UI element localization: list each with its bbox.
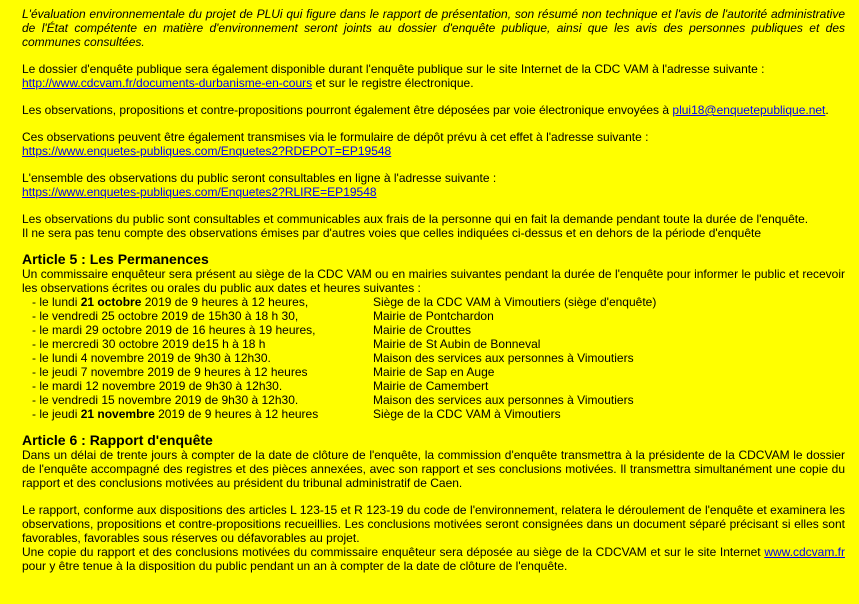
- permanence-date: - le lundi 21 octobre 2019 de 9 heures à 12 heures,: [32, 295, 309, 309]
- article-6-para-1: Dans un délai de trente jours à compter de la date de clôture de l'enquête, la commission d'enquête transmettra à la présidente de la CDCVAM le dossier de l'enquête accompagné des registres et des pièces annexées, avec son rapport et ses conclusions motivées. Il transmettra simultanément une copie du rapport et des conclusions motivées au président du tribunal administratif de Caen.: [22, 448, 845, 490]
- evaluation-paragraph: L'évaluation environnementale du projet de PLUi qui figure dans le rapport de présentation, son résumé non technique et l'avis de l'autorité administrative de l'État compétente en matière d'environnement seront joints au dossier d'enquête publique, ainsi que les avis des personnes publiques et des communes consultées.: [22, 7, 845, 49]
- permanence-place: Mairie de Crouttes: [373, 323, 472, 337]
- permanence-date: - le mardi 29 octobre 2019 de 16 heures à 19 heures,: [32, 323, 316, 337]
- permanence-date: - le vendredi 25 octobre 2019 de 15h30 à 18 h 30,: [32, 309, 299, 323]
- form-paragraph: [22, 130, 845, 158]
- article-5-title: Article 5 : Les Permanences: [22, 251, 209, 267]
- article-6-para-3-end: pour y être tenue à la disposition du public pendant un an à compter de la date de clôture de l'enquête.: [22, 559, 568, 573]
- permanence-date: - le vendredi 15 novembre 2019 de 9h30 à 12h30.: [32, 393, 299, 407]
- permanence-date: - le jeudi 7 novembre 2019 de 9 heures à 12 heures: [32, 365, 308, 379]
- article-6-para-3-text: Une copie du rapport et des conclusions motivées du commissaire enquêteur sera déposée au siège de la CDCVAM et sur le site Internet: [22, 545, 765, 559]
- consult-text: L'ensemble des observations du public seront consultables en ligne à l'adresse suivante :: [22, 171, 497, 185]
- dossier-link[interactable]: http://www.cdcvam.fr/documents-durbanisme-en-cours: [22, 76, 313, 90]
- permanence-place: Mairie de St Aubin de Bonneval: [373, 337, 541, 351]
- costs-text-2: Il ne sera pas tenu compte des observations émises par d'autres voies que celles indiquées ci-dessus et en dehors de la période d'enquête: [22, 226, 762, 240]
- article-6-para-2: Le rapport, conforme aux dispositions des articles L 123-15 et R 123-19 du code de l'environnement, relatera le déroulement de l'enquête et examinera les observations, propositions et contre-propositions recueillies. Les conclusions motivées seront consignées dans un document séparé précisant si elles sont favorables, favorables sous réserves ou défavorables au projet.: [22, 503, 845, 545]
- permanence-date: - le lundi 4 novembre 2019 de 9h30 à 12h30.: [32, 351, 271, 365]
- form-text: Ces observations peuvent être également transmises via le formulaire de dépôt prévu à cet effet à l'adresse suivante :: [22, 130, 649, 144]
- permanence-item: [22, 337, 845, 351]
- permanence-item: [22, 295, 845, 309]
- costs-paragraph: [22, 212, 845, 240]
- permanence-place: Siège de la CDC VAM à Vimoutiers (siège d'enquête): [373, 295, 657, 309]
- permanence-item: [22, 309, 845, 323]
- permanence-date: - le mercredi 30 octobre 2019 de15 h à 18 h: [32, 337, 266, 351]
- article-6-title: Article 6 : Rapport d'enquête: [22, 432, 213, 448]
- dossier-after: et sur le registre électronique.: [312, 76, 474, 90]
- dossier-paragraph: [22, 62, 845, 90]
- form-link[interactable]: https://www.enquetes-publiques.com/Enquetes2?RDEPOT=EP19548: [22, 144, 392, 158]
- article-5-intro: Un commissaire enquêteur sera présent au siège de la CDC VAM ou en mairies suivantes pendant la durée de l'enquête pour informer le public et recevoir les observations écrites ou orales du public aux dates et heures suivantes :: [22, 267, 845, 295]
- permanences-list: [22, 295, 845, 421]
- cdcvam-link[interactable]: www.cdcvam.fr: [764, 545, 845, 559]
- permanence-place: Maison des services aux personnes à Vimoutiers: [373, 393, 634, 407]
- permanence-item: [22, 379, 845, 393]
- permanence-date: - le jeudi 21 novembre 2019 de 9 heures à 12 heures: [32, 407, 319, 421]
- permanence-place: Mairie de Pontchardon: [373, 309, 494, 323]
- permanence-item: [22, 323, 845, 337]
- permanence-item: [22, 407, 845, 421]
- consult-link[interactable]: https://www.enquetes-publiques.com/Enquetes2?RLIRE=EP19548: [22, 185, 377, 199]
- permanence-item: [22, 351, 845, 365]
- consult-paragraph: [22, 171, 845, 199]
- permanence-item: [22, 393, 845, 407]
- email-text: Les observations, propositions et contre-propositions pourront également être déposées par voie électronique envoyées à: [22, 103, 673, 117]
- permanence-item: [22, 365, 845, 379]
- costs-text-1: Les observations du public sont consultables et communicables aux frais de la personne qui en fait la demande pendant toute la durée de l'enquête.: [22, 212, 809, 226]
- permanence-place: Maison des services aux personnes à Vimoutiers: [373, 351, 634, 365]
- email-link[interactable]: plui18@enquetepublique.net: [672, 103, 826, 117]
- dossier-text: Le dossier d'enquête publique sera également disponible durant l'enquête publique sur le site Internet de la CDC VAM à l'adresse suivante :: [22, 62, 765, 76]
- permanence-place: Mairie de Sap en Auge: [373, 365, 495, 379]
- permanence-date: - le mardi 12 novembre 2019 de 9h30 à 12h30.: [32, 379, 283, 393]
- permanence-place: Siège de la CDC VAM à Vimoutiers: [373, 407, 561, 421]
- article-6-para-3: [22, 545, 845, 573]
- email-after: .: [825, 103, 829, 117]
- email-paragraph: [22, 103, 845, 117]
- permanence-place: Mairie de Camembert: [373, 379, 489, 393]
